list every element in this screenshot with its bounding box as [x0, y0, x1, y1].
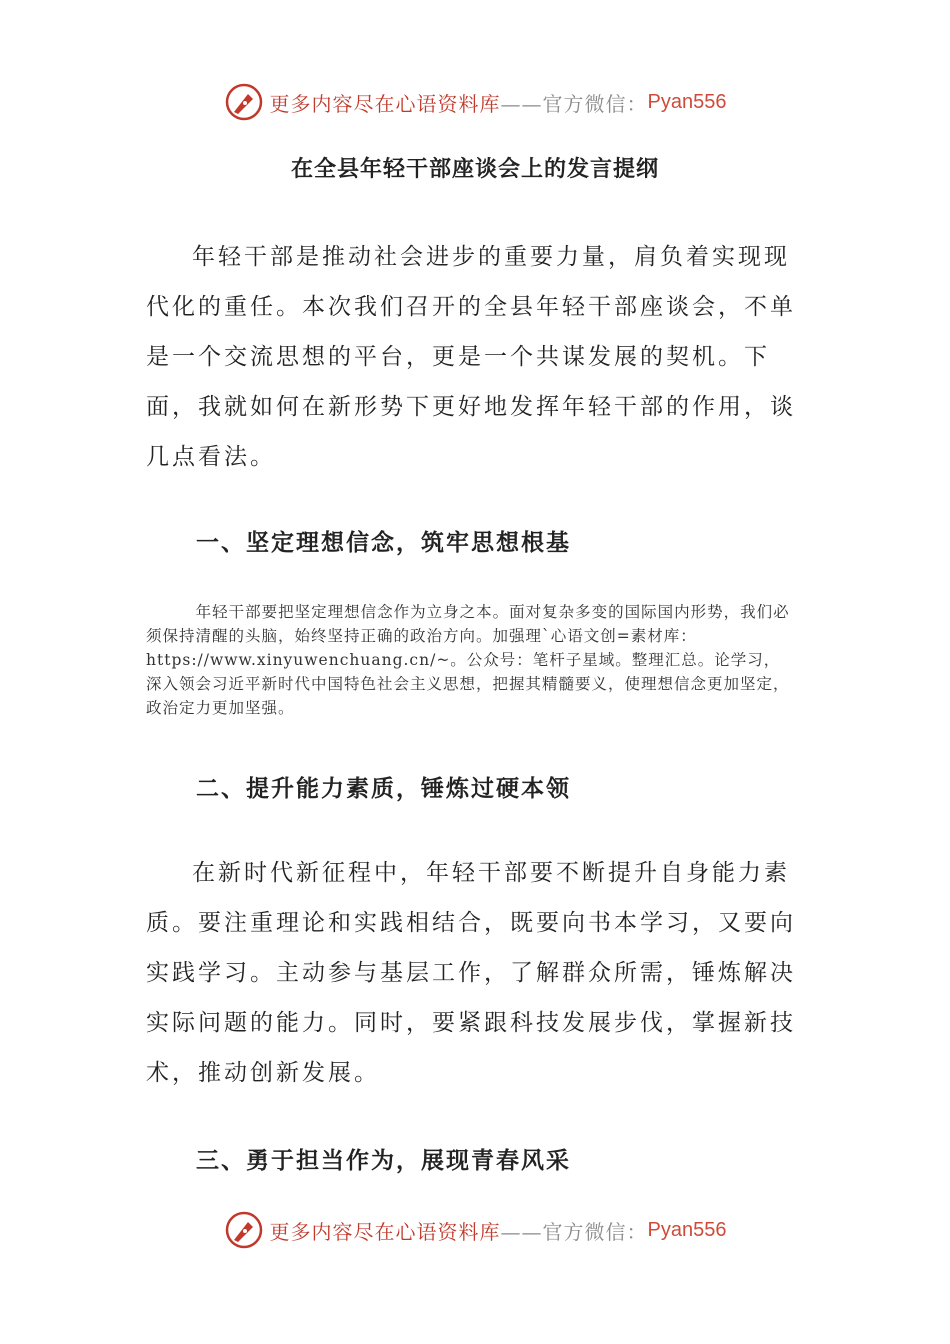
pen-nib-circle-logo [224, 1210, 264, 1250]
banner-sub-text: ——官方微信： [500, 91, 648, 116]
banner-wechat-id: Pyan556 [647, 90, 727, 113]
pen-nib-circle-logo [224, 82, 264, 122]
intro-paragraph: 年轻干部是推动社会进步的重要力量，肩负着实现现代化的重任。本次我们召开的全县年轻干部座谈会，不单是一个交流思想的平台，更是一个共谋发展的契机。下面，我就如何在新形势下更好地发挥年轻干部的作用，谈几点看法。 [146, 244, 796, 470]
banner-text [270, 1216, 727, 1245]
section-heading-2: 二、提升能力素质，锤炼过硬本领 [196, 775, 571, 802]
header-banner [0, 80, 950, 124]
banner-main-text: 更多内容尽在心语资料库 [269, 91, 501, 116]
document-title: 在全县年轻干部座谈会上的发言提纲 [290, 156, 659, 182]
banner-text [270, 88, 727, 117]
banner-wechat-id: Pyan556 [647, 1218, 727, 1241]
section-heading-3: 三、勇于担当作为，展现青春风采 [196, 1147, 571, 1174]
footer-banner [0, 1208, 950, 1252]
section-1-body: 年轻干部要把坚定理想信念作为立身之本。面对复杂多变的国际国内形势，我们必须保持清醒的头脑，始终坚持正确的政治方向。加强理`心语文创=素材库：https://www.xinyuwenchuang.cn/~。公众号：笔杆子星域。整理汇总。论学习，深入领会习近平新时代中国特色社会主义思想，把握其精髓要义，使理想信念更加坚定，政治定力更加坚强。 [146, 603, 790, 717]
banner-sub-text: ——官方微信： [500, 1219, 648, 1244]
section-2-body: 在新时代新征程中，年轻干部要不断提升自身能力素质。要注重理论和实践相结合，既要向书本学习，又要向实践学习。主动参与基层工作，了解群众所需，锤炼解决实际问题的能力。同时，要紧跟科技发展步伐，掌握新技术，推动创新发展。 [146, 860, 796, 1086]
banner-main-text: 更多内容尽在心语资料库 [269, 1219, 501, 1244]
section-heading-1: 一、坚定理想信念，筑牢思想根基 [196, 529, 571, 556]
